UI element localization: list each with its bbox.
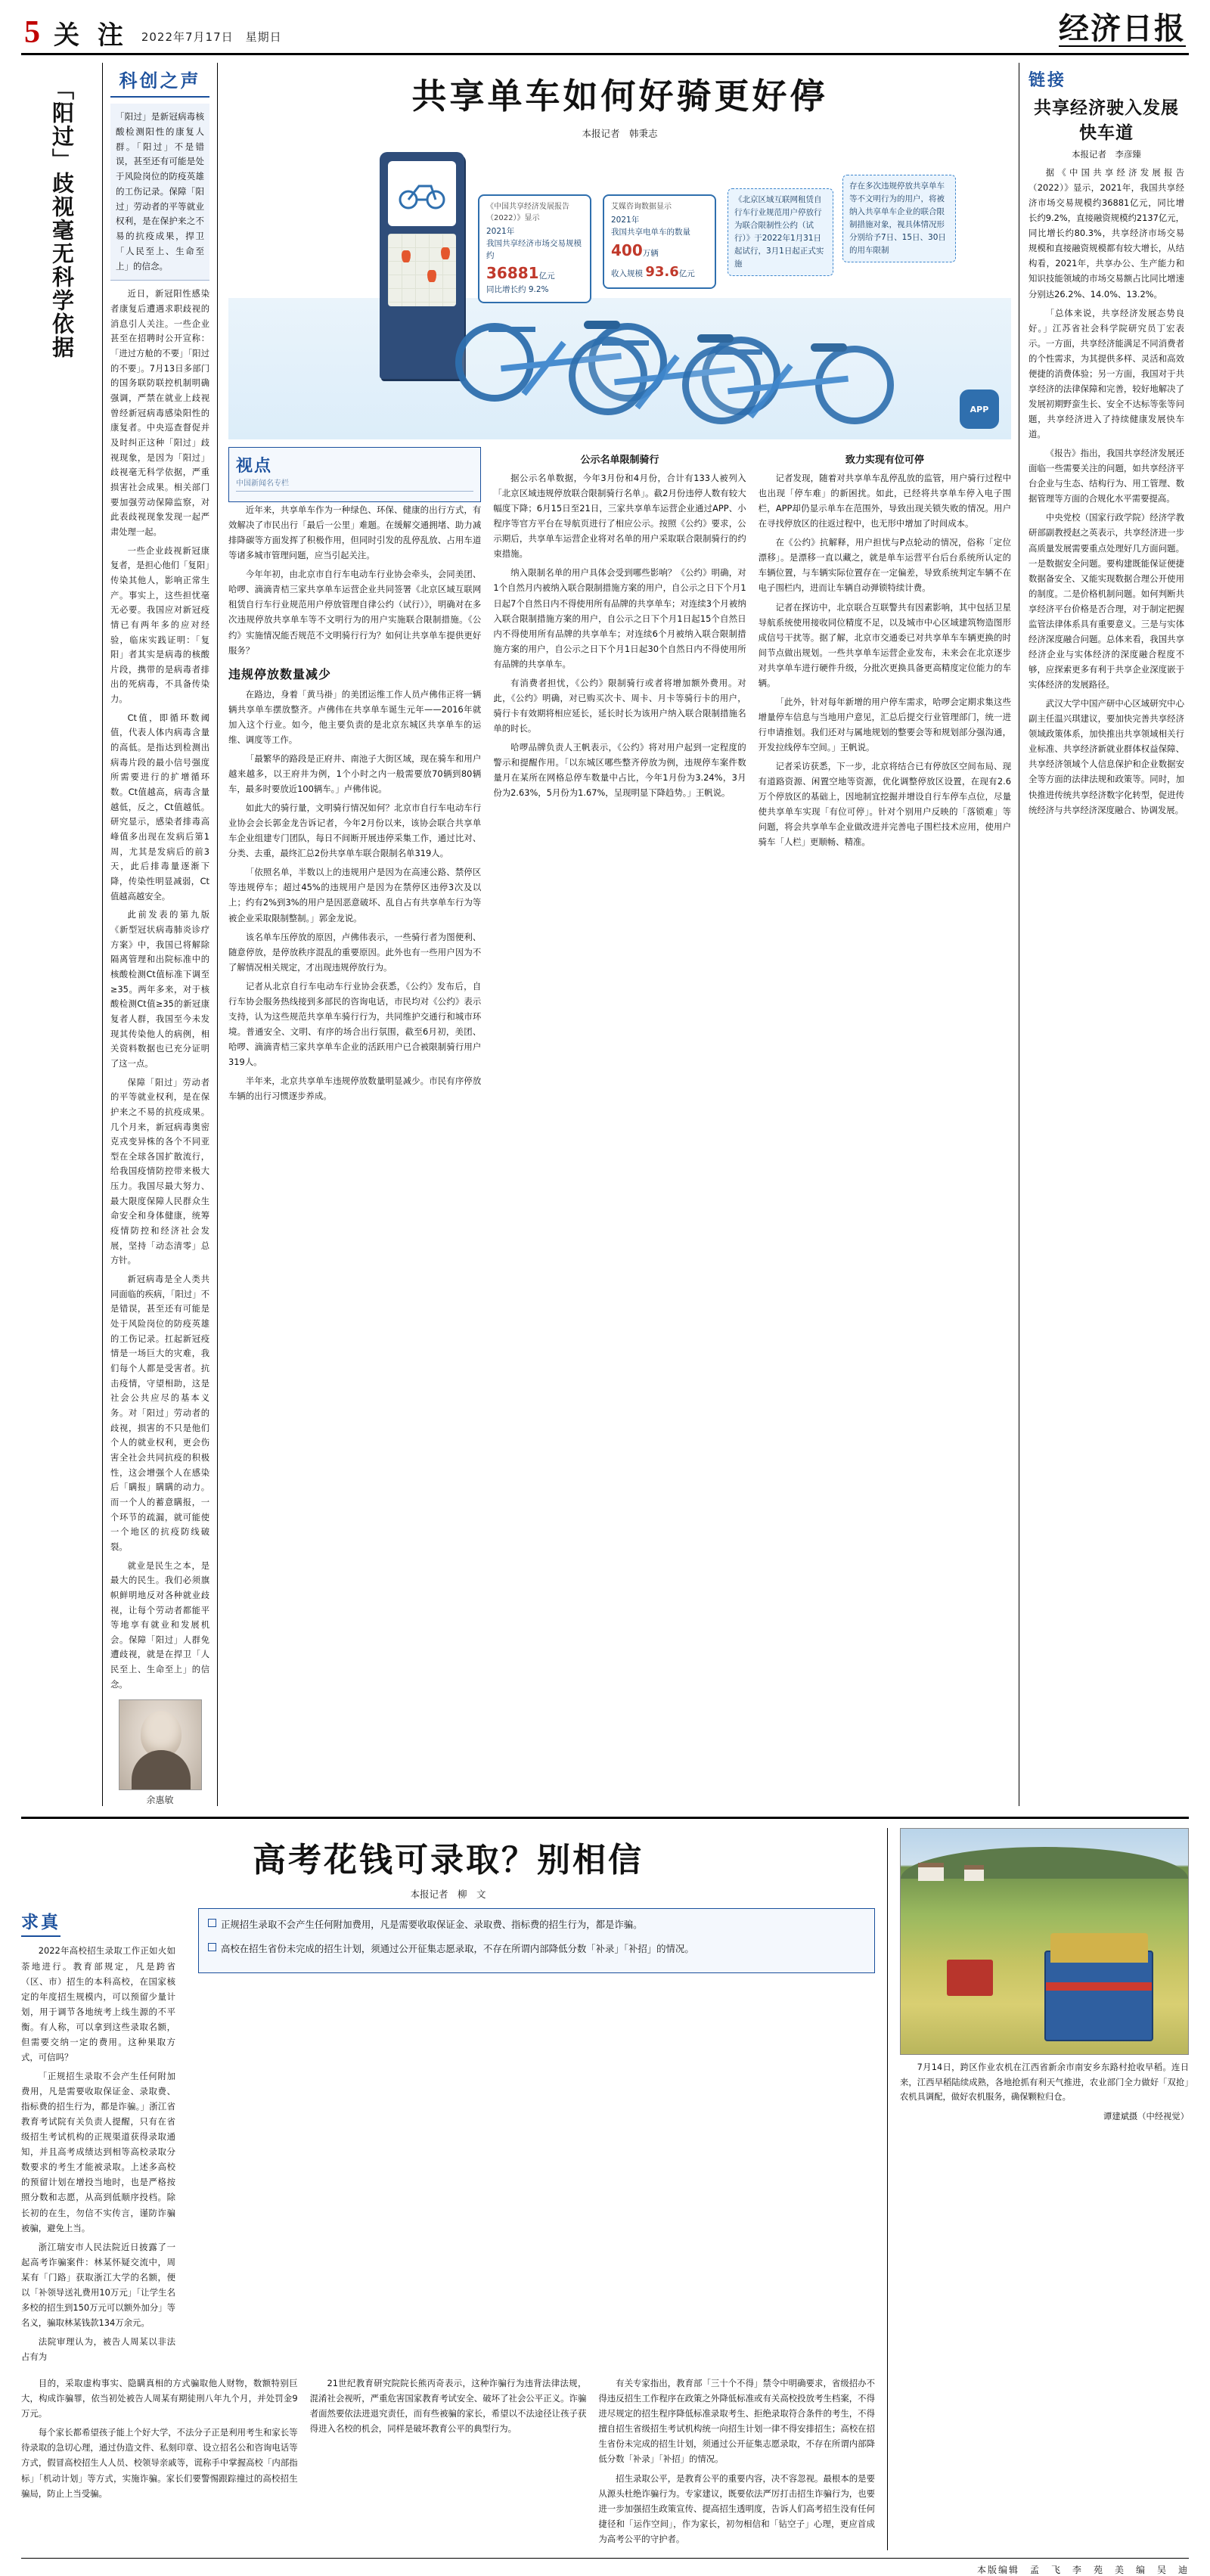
stat-card-year: 2021年 (486, 227, 515, 236)
vertical-headline: 「阳过」歧视毫无科学依据 (49, 78, 76, 359)
checkbox-icon (208, 1943, 216, 1951)
voice-column-title: 科创之声 (110, 66, 209, 98)
photo-house (918, 1863, 944, 1881)
map-pin-icon (441, 247, 450, 259)
map-pin-icon (402, 250, 411, 262)
main-column-1 (228, 447, 481, 1107)
stat-card-value2: 93.6 (645, 263, 679, 280)
top-section (21, 63, 1189, 1806)
checkbox-icon (208, 1919, 216, 1927)
stat-card-unit: 万辆 (642, 248, 659, 258)
bottom-column-3 (598, 2376, 875, 2550)
key-point (208, 1916, 865, 1934)
bike-graphic (682, 311, 909, 424)
infographic (228, 144, 1011, 439)
link-paragraph: 中央党校（国家行政学院）经济学教研部副教授赵之英表示，共享经济进一步高质量发展需要重点处理好几方面问题。一是数据安全问题。要构建既能保证便捷数据备安全、又能实现数据合理公开使用的制度。二是价格机制问题。如何判断共享经济平台价格是否合理，对于制定把握监管法律体系具有重要意义。三是与实体经济深度融合问题。总体来看，我国共享经济企业与实体经济的深度融合程度不够，应探索更多有利于共享企业深度嵌于实体经济的发展路径。 (1028, 512, 1184, 691)
voice-column (103, 63, 218, 1806)
link-paragraph: 武汉大学中国产研中心区域研究中心副主任温兴琪建议，要加快完善共享经济领域政策体系，加快推出共享领域相关行业标准、共享经济新就业群体权益保障、共享经济领域个人信息保护和企业数据安全等方面的法律法规和政策等。同时，加快推进传统共享经济数字化转型，促进传统经济与共享经济深度融合、协调发展。 (1028, 698, 1184, 815)
issue-date: 2022年7月17日 星期日 (141, 30, 282, 44)
stat-card-value: 36881 (486, 264, 539, 283)
viewpoint-box (228, 447, 481, 502)
link-article (1019, 63, 1189, 1806)
bottom-paragraph: 「正规招生录取不会产生任何附加费用，凡是需要收取保证金、录取费、指标费的招生行为，都是诈骗。」浙江省教育考试院有关负责人提醒，只有在省级招生考试机构的正规渠道获得录取通知，并且高考成绩达到相等高校录取分数要求的考生才能被录取。上述多高校的预留计划在增投当地时，也是严格按照分数和志愿，从高到低顺序投档。除长初的在生，勿信不实传言，谨防诈骗被骗，避免上当。 (21, 2070, 175, 2233)
stat-card-value: 400 (611, 241, 643, 259)
stat-card-market (478, 194, 591, 303)
viewpoint-subtitle: 中国新闻名专栏 (236, 476, 473, 492)
bottom-column-1 (21, 2376, 298, 2550)
bottom-paragraph: 招生录取公平，是教育公平的重要内容，决不容忽视。最根本的是要从源头杜绝诈骗行为。专家建议，既要依法严厉打击招生诈骗行为，也要进一步加强招生政策宣传、提高招生透明度，告诉人们高考招生没有任何捷径和「运作空间」，作为家长，初勿相信和「钻空子」心理，更应首成为高考公平的守护者。 (598, 2472, 876, 2544)
main-paragraph: 记者发现，随着对共享单车乱停乱放的监管，用户骑行过程中也出现「停车难」的新困扰。如此，已经将共享单车停入电子围栏，APP却仍显示单车在范围外，导致出现关锁失败的情况。用户在寻找停放区的往返过程中，也无形中增加了时间成本。 (758, 473, 1011, 529)
bottom-paragraph: 浙江瑞安市人民法院近日披露了一起高考诈骗案件：林某怀疑交流中，周某有「门路」获取浙江大学的名额，便以「补领导送礼费用10万元」「让学生名多校的招生到150万元可以额外加分」等名义，骗取林某钱款134万余元。 (21, 2241, 175, 2328)
stat-card-unit2: 亿元 (678, 268, 695, 278)
map-pin-icon (427, 270, 436, 282)
main-paragraph: 记者在探访中，北京联合互联警共有因素影响，其中包括卫星导航系统使用接收同位精度不足，以及城市中心区域建筑物造图形成信号干扰等。据了解，北京市交通委已对共享单车车辆更换的时间节点做出规划。一些共享单车运营企业发布，未来会在北京逐步对共享单车进行硬件升级，分批次更换具备更高精度定位能力的车辆。 (758, 601, 1011, 688)
section-name: 关 注 (54, 20, 128, 51)
author-portrait (119, 1699, 202, 1790)
link-headline: 共享经济驶入发展快车道 (1034, 98, 1179, 143)
map-panel (388, 234, 456, 306)
main-body-columns (228, 447, 1011, 1107)
main-paragraph: 半年来，北京共享单车违规停放数量明显减少。市民有序停放车辆的出行习惯逐步养成。 (228, 1075, 482, 1102)
note-box-wrap (198, 1908, 875, 2368)
key-point-text: 高校在招生省份未完成的招生计划，须通过公开征集志愿录取，不存在所谓内部降低分数「补录」「补招」的情况。 (221, 1943, 694, 1955)
bottom-paragraph: 每个家长都希望孩子能上个好大学，不法分子正是利用考生和家长等待录取的急切心理，通过伪造文件、私刻印章、设立招名公和咨询电话等方式，假冒高校招生人人员、校领导亲戚等，谎称手中掌握高校「内部指标」「机动计划」等方式，实施诈骗。家长们要警惕跟踪撞过的高校招生骗局，防止上当受骗。 (21, 2427, 298, 2499)
subsection-heading: 违规停放数量减少 (228, 666, 332, 681)
main-paragraph: 如此大的骑行量，文明骑行情况如何？北京市自行车电动车行业协会会长郭金龙告诉记者，今年2月份以来，该协会联合共享单车企业组建专门团队，每日不间断开展违停采集工作，通过比对、分类、去重，最终汇总2份共享单车联合限制名单319人。 (228, 802, 482, 859)
bottom-paragraph: 有关专家指出，教育部「三十个不得」禁令中明确要求，省级招办不得违反招生工作程序在政策之外降低标准或有关高校投放考生档案，不得进尽规定的招生程序降低标准录取考生、拒绝录取符合条件的考生，不得擅自招生省级招生考试机构统一向招生计划一律不得安排招生；高校在招生省份未完成的招生计划，须通过公开征集志愿录取，不存在所谓内部降低分数「补录」「补招」的情况。 (598, 2378, 876, 2465)
voice-paragraph: 保障「阳过」劳动者的平等就业权利，是在保护来之不易的抗疫成果。几个月来，新冠病毒奥密克戎变异株的各个不同亚型在全球各国扩散流行，给我国疫情防控带来极大压力。我国尽最大努力、最大限度保障人民群众生命安全和身体健康，统筹疫情防控和经济社会发展，坚持「动态清零」总方针。 (110, 1077, 209, 1266)
main-paragraph: 「此外，针对每年新增的用户停车需求，哈啰会定期求集这些增量停车信息与当地用户意见，汇总后提交行业管理部门，统一进行申请推划。我们还对与属地规划的整要会等和规划部分强沟通，开发拉线停车空间。」王帆说。 (758, 696, 1011, 753)
key-points-box (198, 1908, 875, 1973)
bottom-top-row (21, 1908, 875, 2368)
policy-note-public-pledge: 《北京区域互联网租赁自行车行业规范用户停放行为联合限制性公约（试行）》于2022年1月31日起试行，3月1日起正式实施 (728, 188, 833, 276)
main-byline: 本报记者 韩秉志 (582, 128, 658, 139)
bottom-paragraph: 法院审理认为，被告人周某以非法占有为 (21, 2336, 175, 2363)
photo-truck-stripe (1046, 1982, 1152, 1991)
page-credits: 本版编辑 孟 飞 李 苑 美 编 吴 迪 (21, 2558, 1189, 2576)
main-paragraph: 纳入限制名单的用户具体会受到哪些影响？《公约》明确，对1个自然月内被纳入联合限制措施方案的用户，自公示之日下个月1日起7个自然日内不得使用所有品牌的共享单车；对连续3个月被纳入联合限制措施方案的用户，自公示之日下个月1日起15个自然日内不得使用所有品牌的共享单车；对连续6个月被纳入联合限制措施方案的用户，自公示之日下个月1日起30个自然日内不得使用所有品牌的共享单车。 (493, 567, 746, 669)
bottom-headline: 高考花钱可录取？别相信 (253, 1841, 644, 1880)
voice-paragraph: 近日，新冠阳性感染者康复后遭遇求职歧视的消息引人关注。一些企业甚至在招聘时公开宣称：「进过方舱的不要」「阳过的不要」。7月13日多部门的国务联防联控机制明确强调，严禁在就业上歧视曾经新冠病毒感染阳性的康复者。中央巡查督促并及时纠正这种「阳过」歧视现象，是因为「阳过」歧视毫无科学依据，严重损害社会成果。相关部门要加强劳动保障监察，对此表歧视现象发现一起严肃处理一起。 (110, 289, 209, 537)
figure-caption-2: 致力实现有位可停 (845, 455, 924, 466)
photo-harvester (947, 1960, 993, 1996)
link-paragraph: 《报告》指出，我国共享经济发展还面临一些需要关注的问题，如共享经济平台企业与生态、结构行为、用工管理、数据管理等方面的合规化水平需要提高。 (1028, 448, 1184, 504)
bottom-paragraph: 2022年高校招生录取工作正如火如荼地进行。教育部规定，凡是跨省（区、市）招生的本科高校，在国家核定的年度招生规模内，可以预留少量计划，用于调节各地统考上线生源的不平衡。有人称，可以拿到这些录取名额，但需要交纳一定的费用。这种果取方式，可信吗？ (21, 1945, 175, 2062)
bottom-paragraph: 目的，采取虚构事实、隐瞒真相的方式骗取他人财物，数额特别巨大，构成诈骗罪，依当初处被告人周某有期徒刑八年九个月，并处罚金9万元。 (21, 2378, 298, 2419)
paper-logo: 经济日报 (1059, 11, 1186, 46)
voice-lead: 「阳过」是新冠病毒核酸检测阳性的康复人群。「阳过」不是错误，甚至还有可能是处于风险岗位的防疫英雄的工伤记录。保障「阳过」劳动者的平等就业权利，是在保护来之不易的抗疫成果，捍卫「人民至上、生命至上」的信念。 (110, 104, 209, 281)
main-paragraph: 今年年初，由北京市自行车电动车行业协会牵头，会同美团、哈啰、滴滴青桔三家共享单车运营企业共同签署《北京区域互联网租赁自行车行业规范用户停放管理自律公约（试行）》，明确对在多次违规停放共享单车等不文明行为的用户实施联合限制措施。《公约》实施情况能否规范不文明骑行行为？如何让共享单车提供更好服务？ (228, 569, 482, 656)
main-paragraph: 「最繁华的路段是正府井、南池子大街区域，现在骑车和用户越来越多，以王府井为例，1个小时之内一般需要放70辆到80辆车，最多时要放近100辆车。」卢佛伟说。 (228, 753, 482, 794)
link-tag: 链接 (1028, 71, 1067, 90)
qiuzhen-title: 求真 (21, 1908, 60, 1937)
link-paragraph: 「总体来说，共享经济发展态势良好。」江苏省社会科学院研究员丁宏表示。一方面，共享经济能满足不同消费者的个性需求，为其提供多样、灵活和高效便捷的消费体验；另一方面，我国对于共享经济的法律保障和完善，较好地解决了发展初期野蛮生长、安全不达标等张等问题，共享经济进入了持续健康发展快车道。 (1028, 307, 1184, 440)
stat-card-source: 艾媒咨询数据显示 (611, 203, 672, 211)
bottom-left-article (21, 1828, 888, 2550)
link-byline: 本报记者 李彦臻 (1072, 149, 1141, 160)
main-paragraph: 有消费者担忧，《公约》限制骑行或者将增加额外费用。对此，《公约》明确，对已购买次卡、周卡、月卡等骑行卡的用户，骑行卡有效期将相应延长，延长时长为该用户纳入联合限制措施名单的时长。 (493, 677, 746, 734)
bike-icon (388, 161, 456, 226)
policy-note-restriction: 存在多次违规停放共享单车等不文明行为的用户，将被纳入共享单车企业的联合限制措施对象，视具体情况形分别给予7日、15日、30日的用车限制 (842, 175, 956, 262)
bottom-body-columns (21, 2376, 875, 2550)
viewpoint-title: 视点 (236, 457, 273, 476)
figure-caption-1: 公示名单限制骑行 (580, 455, 659, 466)
news-photo (900, 1828, 1189, 2055)
voice-paragraph: 此前发表的第九版《新型冠状病毒肺炎诊疗方案》中，我国已将解除隔离管理和出院标准中的核酸检测Ct值标准下调至≥35。两年多来，对于核酸检测Ct值≥35的新冠康复者人群，我国至今未发现其传染他人的病例，相关资料数据也已充分证明了这一点。 (110, 910, 209, 1069)
photo-hills (901, 1847, 1188, 1879)
main-paragraph: 在路边，身着「黄马褂」的美团运维工作人员卢佛伟正将一辆辆共享单车摆放整齐。卢佛伟在共享单车诞生元年——2016年就加入这个行业。如今，他主要负责的是北京东城区共享单车的运维、调度等工作。 (228, 688, 482, 745)
main-column-3 (759, 447, 1011, 1107)
bottom-column-2 (310, 2376, 587, 2550)
stat-card-year: 2021年 (611, 216, 640, 225)
main-article (218, 63, 1019, 1806)
qiuzhen-column (21, 1908, 186, 2368)
link-paragraph: 据《中国共享经济发展报告（2022）》显示，2021年，我国共享经济市场交易规模约36881亿元，同比增长约9.2%，直接融资规模约2137亿元，同比增长约80.3%，共享经济市场交易规模和直接融资规模都有较大增长，从结构看，2021年，共享办公、生产能力和知识技能领域的市场交易额占比同比增速分别达26.2%、14.0%、13.2%。 (1028, 167, 1185, 299)
stat-card-label: 我国共享电单车的数量 (611, 227, 690, 237)
main-headline: 共享单车如何好骑更好停 (411, 76, 828, 116)
stat-card-ebike (603, 194, 716, 289)
section-divider (21, 1817, 1189, 1819)
stat-card-label2: 收入规模 (611, 268, 643, 278)
app-icon: APP (960, 390, 999, 429)
vertical-headline-column (21, 63, 103, 1806)
main-paragraph: 该名单车压停放的原因，卢佛伟表示，一些骑行者为图便利、随意停放，是停放秩序混乱的重要原因。此外也有一些用户因为不了解情况相关规定，才出现违规停放行为。 (228, 931, 482, 973)
voice-paragraph: 一些企业歧视新冠康复者，是担心他们「复阳」传染其他人，影响正常生产。事实上，这些担忧毫无必要。我国应对新冠疫情已有两年多的应对经验，临床实践证明：「复阳」者其实是病毒的核酸片段，携带的是病毒者排出的死病毒，不具备传染力。 (110, 545, 209, 705)
photo-house (964, 1865, 985, 1881)
stat-card-label: 我国共享经济市场交易规模约 (486, 238, 582, 260)
photo-truck-load (1050, 1933, 1148, 1963)
voice-paragraph: Ct值，即循环数阈值，代表人体内病毒含量的高低。是指达到检测出病毒片段的最小信号强度所需要进行的扩增循环数。Ct值越高，病毒含量越低，反之，Ct值越低。研究显示，感染者排毒高峰值多出现在发病后第1周，尤其是发病后的前3天，此后排毒量逐渐下降，传染性明显减弱，Ct值越高越安全。 (110, 712, 209, 902)
bottom-paragraph: 21世纪教育研究院院长熊丙奇表示，这种诈骗行为违背法律法规，混淆社会视听，严重危害国家教育考试安全、破坏了社会公平正义。诈骗者面然要依法进退究责任，而有些被骗的家长，希望以不法途径让孩子获得进入名校的机会，同样是破坏教育公平的典型行为。 (309, 2378, 587, 2435)
voice-body (110, 287, 209, 1692)
photo-truck (1044, 1951, 1153, 2041)
main-paragraph: 哈啰品牌负责人王帆表示，《公约》将对用户起到一定程度的警示和提醒作用。「以东城区哪些整齐停放为例，违规停车案件数量月在某所在网格总停车数量中占比，今年1月份为3.24%，3月份为2.63%，5月份为1.67%，呈现明显下降趋势。」王帆说。 (493, 742, 746, 799)
masthead (21, 0, 1189, 55)
page-number: 5 (24, 15, 40, 50)
voice-paragraph: 就业是民生之本，是最大的民生。我们必须旗帜鲜明地反对各种就业歧视，让每个劳动者都能平等地享有就业和发展机会。保障「阳过」人群免遭歧视，就是在捍卫「人民至上、生命至上」的信念。 (110, 1560, 209, 1690)
key-point (208, 1941, 865, 1958)
photo-caption: 7月14日，跨区作业农机在江西省新余市南安乡东路村抢收早稻。连日来，江西早稻陆续成熟，各地抢抓有利天气推进，农业部门全力做好「双抢」农机具调配，做好农机服务，确保颗粒归仓。 (900, 2062, 1189, 2102)
photo-credit: 谭建斌摄（中经视觉） (1103, 2112, 1189, 2122)
main-paragraph: 近年来，共享单车作为一种绿色、环保、健康的出行方式，有效解决了市民出行「最后一公里」难题。在缓解交通拥堵、助力减排降碳等方面发挥了积极作用，但同时引发的乱停乱放、占用车道等诸多城市管理问题，应当引起关注。 (228, 504, 482, 561)
main-paragraph: 据公示名单数据，今年3月份和4月份，合计有133人被列入「北京区域违规停放联合限制骑行名单」。截2月份违停人数有较大幅度下降；6月15日至21日，三家共享单车运营企业通过APP、小程序等官方平台在导航页进行了相应公示。按照《公约》要求，公示期后，共享单车运营企业将对名单的用户采取联合限制骑行的约束措施。 (493, 473, 746, 560)
main-paragraph: 「依照名单，半数以上的违规用户是因为在高速公路、禁停区等违规停车；超过45%的违规用户是因为在禁停区违停3次及以上；约有2%到3%的用户是因恶意破坏、乱自占有共享单车行为等被企业采取限制整制。」郭金龙说。 (228, 867, 482, 923)
key-point-text: 正规招生录取不会产生任何附加费用，凡是需要收取保证金、录取费、指标费的招生行为，都是诈骗。 (221, 1919, 643, 1931)
stat-card-source: 《中国共享经济发展报告（2022）》显示 (486, 203, 569, 222)
stat-card-note: 同比增长约 9.2% (486, 285, 549, 295)
main-paragraph: 记者采访获悉，下一步，北京将结合已有停放区空间布局、现有道路资源、闲置空地等资源，优化调整停放区设置，在现有2.6万个停放区的基础上，因地制宜挖掘并增设自行车停车点位，尽量使共享单车实现「有位可停」。针对个别用户反映的「落锁难」等问题，将会共享单车企业做改进并完善电子围栏技术应用，使用户骑车「人栏」更顺畅、精准。 (758, 761, 1011, 848)
kiosk-illustration (380, 152, 464, 379)
main-paragraph: 记者从北京自行车电动车行业协会获悉，《公约》发布后，自行车协会服务热线接到多部民的咨询电话，市民均对《公约》表示支持，认为这些规范共享单车骑行行为，共同维护交通行和城市环境。普通安全、文明、有序的场合出行氛围，截至6月初，美团、哈啰、滴滴青桔三家共享单车企业的活跃用户已合被限制骑行用户319人。 (228, 980, 482, 1068)
author-name: 余惠敏 (146, 1795, 174, 1806)
bottom-right-photo-block (888, 1828, 1189, 2550)
bottom-byline: 本报记者 柳 文 (410, 1889, 486, 1901)
voice-paragraph: 新冠病毒是全人类共同面临的疾病，「阳过」不是错误，甚至还有可能是处于风险岗位的防疫英雄的工伤记录。扛起新冠疫情是一场巨大的灾难，我们每个人都是受害者。抗击疫情，守望相助，这是社会公共应尽的基本义务。对「阳过」劳动者的歧视，损害的不只是他们个人的就业权利，更会伤害全社会共同抗疫的积极性，这会增强个人在感染后「瞒报」瞒瞒的动力。而一个人的蓄意瞒报，一个环节的疏漏，就可能使一个地区的抗疫防线破裂。 (110, 1274, 209, 1552)
stat-card-unit: 亿元 (538, 272, 555, 281)
main-paragraph: 在《公约》抗解释，用户担忧与P点轮动的情况，俗称「定位漂移」。是漂移一直以藏之，就是单车运营平台后台系统所认定的车辆位置，与车辆实际位置存在一定偏差，导致系统判定车辆不在电子围栏内，进而让车辆自动弹锁特续计费。 (758, 537, 1011, 594)
bottom-section (21, 1828, 1189, 2550)
main-column-2 (493, 447, 746, 1107)
